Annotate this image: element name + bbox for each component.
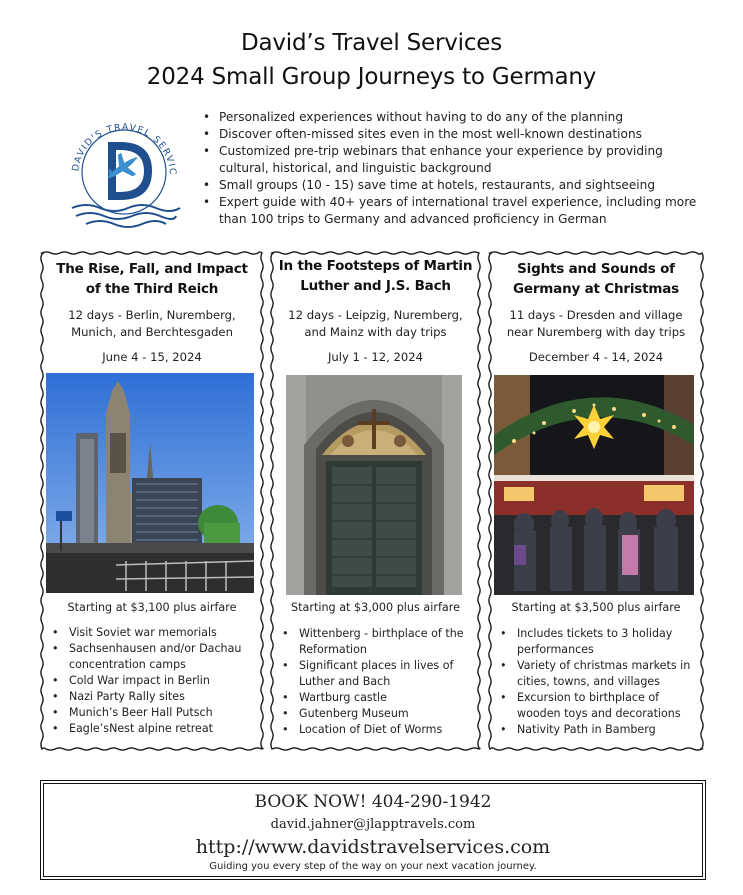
tour-price: Starting at $3,100 plus airfare bbox=[67, 601, 237, 614]
church-door-photo bbox=[286, 375, 462, 595]
tour-description: 12 days - Berlin, Nuremberg, Munich, and Berchtesgaden bbox=[68, 308, 236, 339]
tour-card-third-reich bbox=[39, 250, 265, 752]
list-item: • Wartburg castle bbox=[275, 690, 478, 706]
email-link[interactable]: david.jahner@jlapptravels.com bbox=[270, 817, 476, 832]
booking-box bbox=[40, 780, 706, 880]
tour-dates: July 1 - 12, 2024 bbox=[327, 350, 424, 364]
tour-price: Starting at $3,000 plus airfare bbox=[291, 601, 460, 614]
list-item: • Significant places in lives of Luther and Bach bbox=[275, 658, 478, 690]
company-logo bbox=[62, 108, 186, 232]
tour-title: The Rise, Fall, and Impact of the Third Reich bbox=[56, 261, 248, 297]
svg-text:DAVID'S TRAVEL SERVICES: DAVID'S TRAVEL SERVIC bbox=[70, 121, 179, 177]
tour-dates: December 4 - 14, 2024 bbox=[528, 350, 664, 364]
tour-dates: June 4 - 15, 2024 bbox=[102, 350, 202, 364]
highlight-item: • Customized pre-trip webinars that enhance your experience by providing cultural, historical, and linguistic background bbox=[200, 143, 700, 177]
highlights-list bbox=[200, 109, 700, 228]
tour-card-christmas bbox=[487, 250, 705, 752]
tour-items bbox=[45, 625, 255, 737]
christmas-market-photo bbox=[494, 375, 694, 595]
book-now-phone[interactable]: BOOK NOW! 404-290-1942 bbox=[254, 792, 492, 812]
page-subtitle: 2024 Small Group Journeys to Germany bbox=[146, 64, 597, 90]
highlight-item: • Personalized experiences without having to do any of the planning bbox=[200, 109, 700, 126]
tour-title: Sights and Sounds of Germany at Christmas bbox=[513, 261, 679, 297]
page-title: David’s Travel Services bbox=[240, 30, 503, 56]
list-item: • Wittenberg - birthplace of the Reformation bbox=[275, 626, 478, 658]
website-link[interactable]: http://www.davidstravelservices.com bbox=[195, 836, 551, 858]
list-item: • Gutenberg Museum bbox=[275, 706, 478, 722]
list-item: • Variety of christmas markets in cities, towns, and villages bbox=[493, 658, 701, 690]
list-item: • Nativity Path in Bamberg bbox=[493, 722, 701, 738]
tour-price: Starting at $3,500 plus airfare bbox=[511, 601, 681, 614]
list-item: • Includes tickets to 3 holiday performances bbox=[493, 626, 701, 658]
list-item: • Munich’s Beer Hall Putsch bbox=[45, 705, 255, 721]
list-item: • Cold War impact in Berlin bbox=[45, 673, 255, 689]
highlight-item: • Discover often-missed sites even in the most well-known destinations bbox=[200, 126, 700, 143]
list-item: • Visit Soviet war memorials bbox=[45, 625, 255, 641]
tour-items bbox=[275, 626, 478, 738]
list-item: • Location of Diet of Worms bbox=[275, 722, 478, 738]
highlight-item: • Expert guide with 40+ years of international travel experience, including more than 100 trips to Germany and advanced proficiency in German bbox=[200, 194, 700, 228]
tour-card-luther-bach bbox=[269, 250, 482, 752]
church-photo bbox=[46, 373, 254, 593]
tour-title: In the Footsteps of Martin Luther and J.S. Bach bbox=[278, 258, 473, 294]
list-item: • Excursion to birthplace of wooden toys and decorations bbox=[493, 690, 701, 722]
list-item: • Nazi Party Rally sites bbox=[45, 689, 255, 705]
tour-description: 12 days - Leipzig, Nuremberg, and Mainz with day trips bbox=[288, 308, 463, 339]
list-item: • Sachsenhausen and/or Dachau concentration camps bbox=[45, 641, 255, 673]
highlight-item: • Small groups (10 - 15) save time at hotels, restaurants, and sightseeing bbox=[200, 177, 700, 194]
tour-description: 11 days - Dresden and village near Nuremberg with day trips bbox=[506, 308, 686, 339]
tagline: Guiding you every step of the way on your next vacation journey. bbox=[209, 861, 537, 872]
tour-items bbox=[493, 626, 701, 738]
list-item: • Eagle’sNest alpine retreat bbox=[45, 721, 255, 737]
